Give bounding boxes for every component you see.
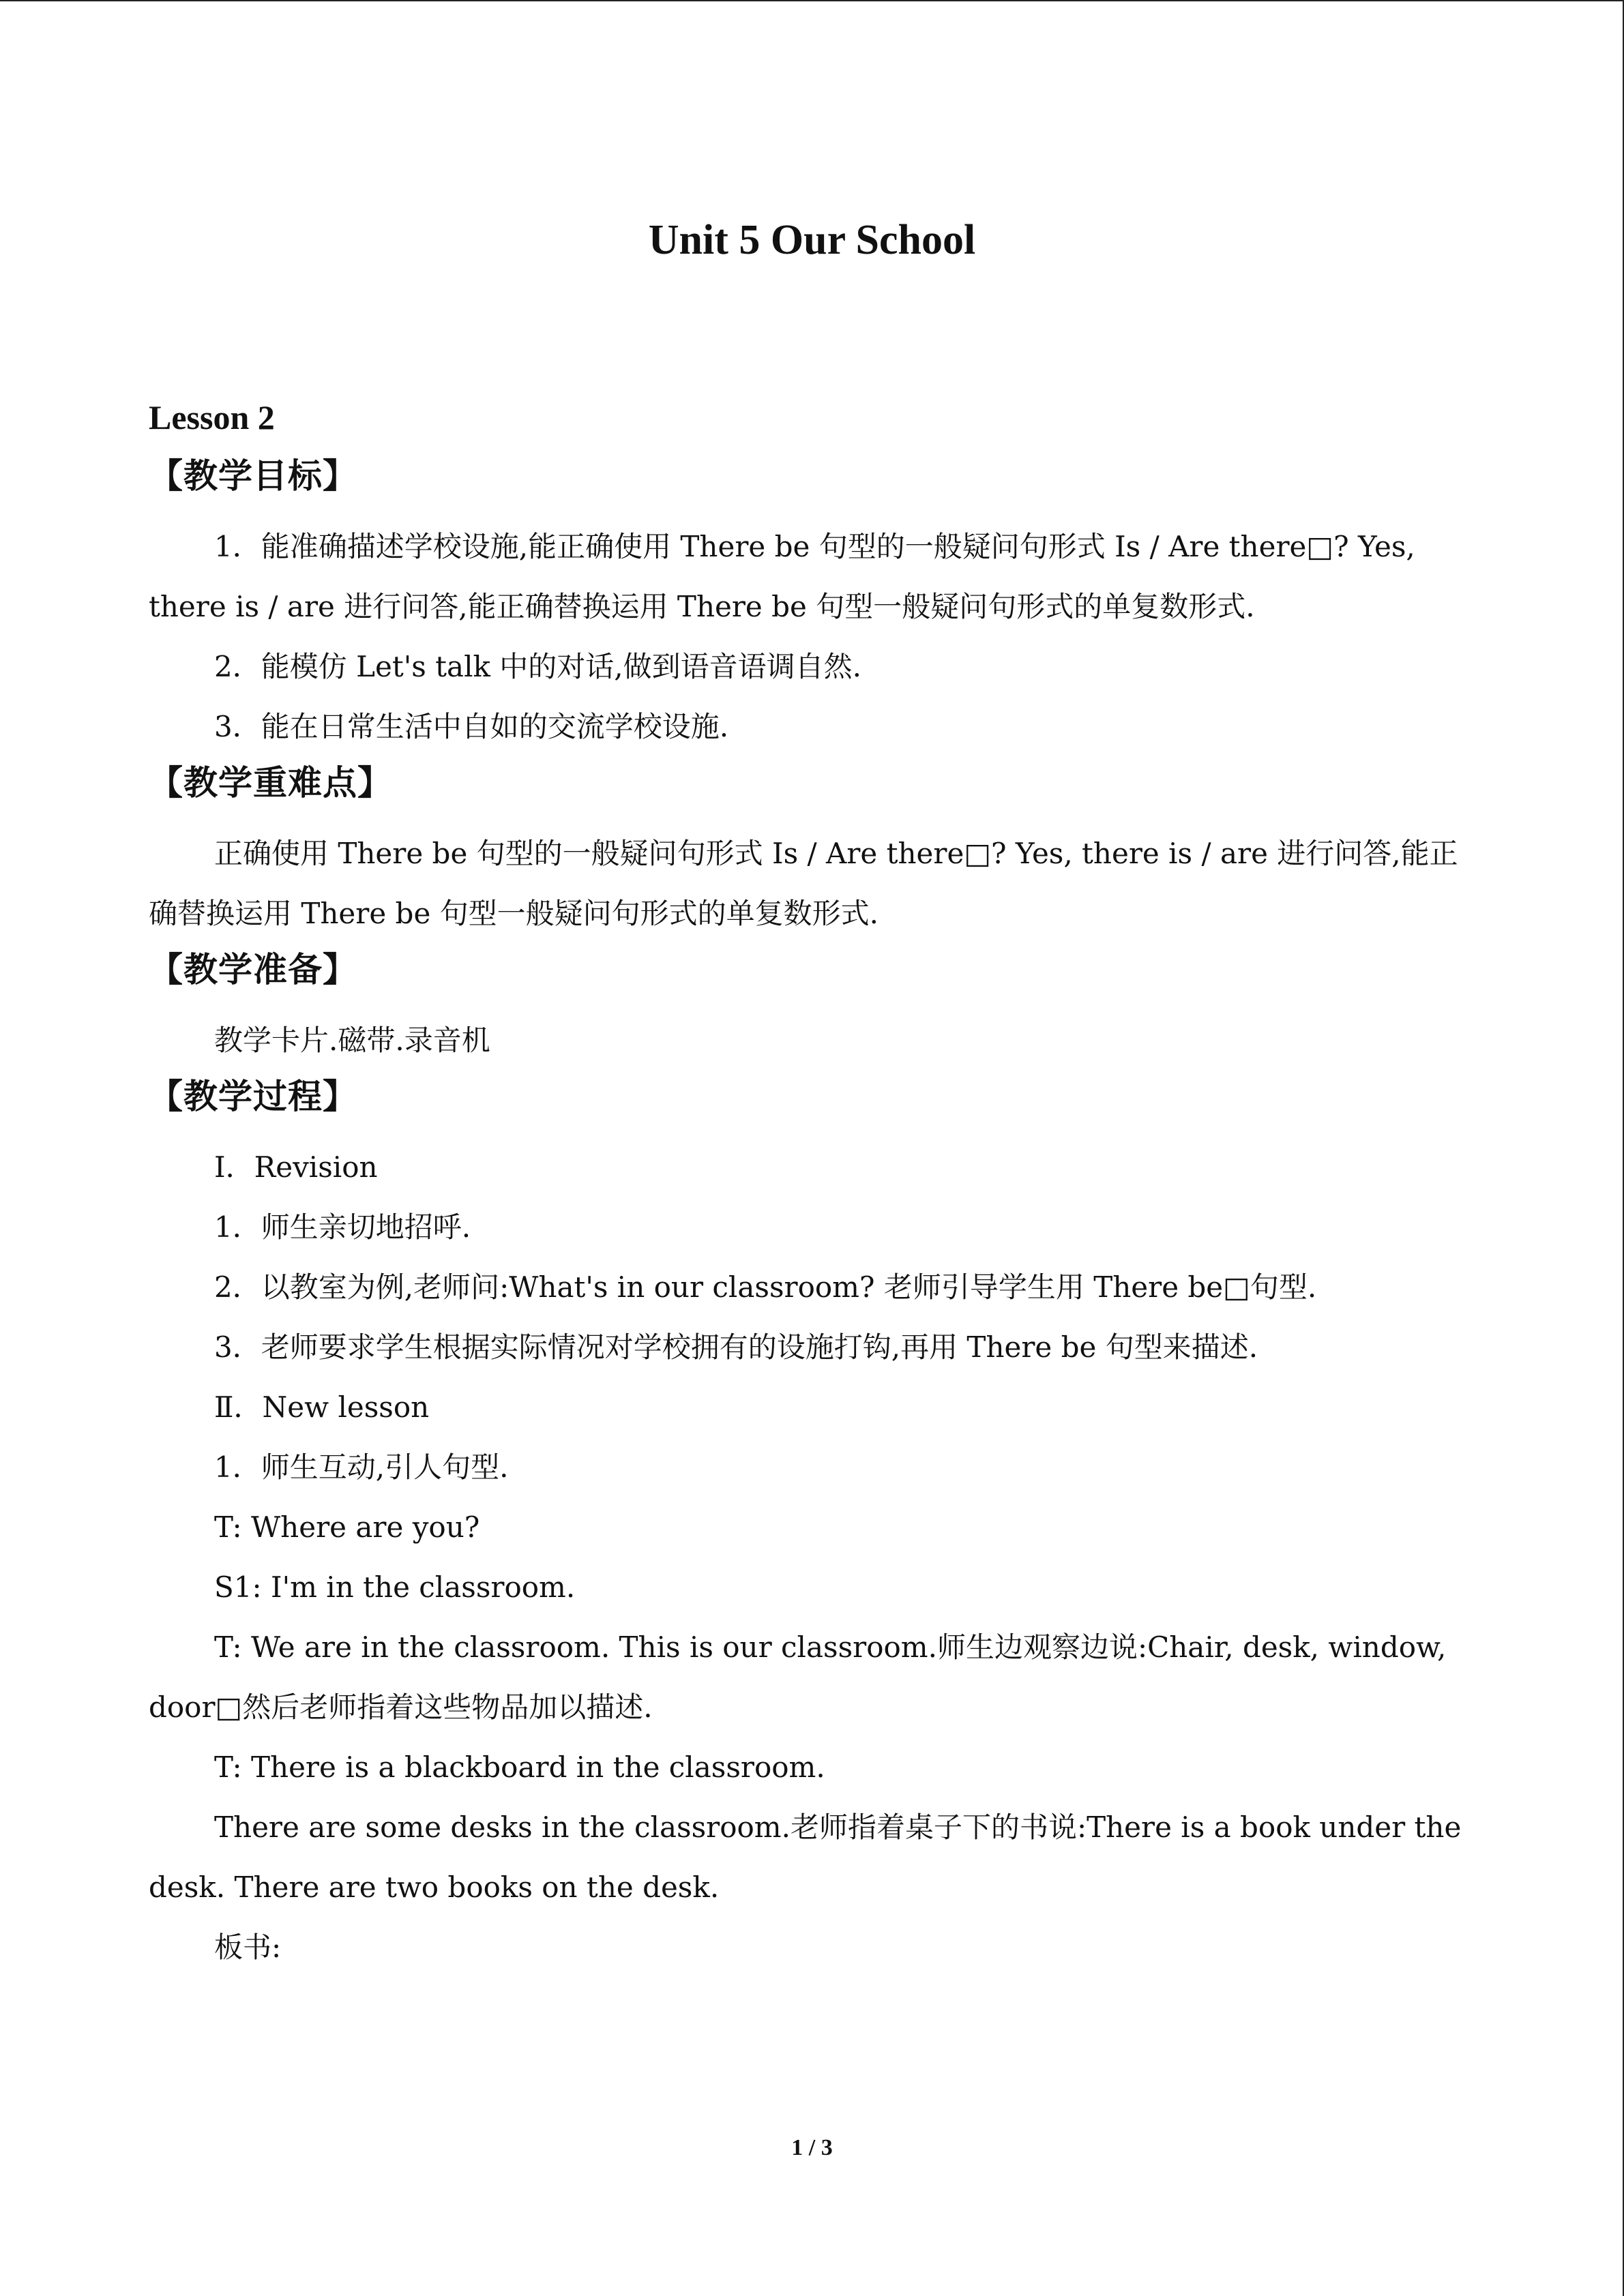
document-title: Unit 5 Our School	[648, 217, 976, 263]
key-points-text: 正确使用 There be 句型的一般疑问句形式 Is / Are there□? Yes, there is / are 进行问答,能正确替换运用 There be 句型一般疑问句形式的单复数形式.	[149, 837, 1458, 930]
dialogue-line-4: T: There is a blackboard in the classroom.	[214, 1750, 825, 1784]
objective-item-2: 2．能模仿 Let's talk 中的对话,做到语音语调自然.	[214, 650, 861, 683]
revision-item-3: 3．老师要求学生根据实际情况对学校拥有的设施打钩,再用 There be 句型来描述.	[214, 1330, 1258, 1364]
process-heading: 【教学过程】	[149, 1077, 357, 1116]
document-body	[149, 390, 1479, 1978]
revision-item-2: 2．以教室为例,老师问:What's in our classroom? 老师引导学生用 There be□句型.	[214, 1270, 1317, 1304]
preparation-text: 教学卡片.磁带.录音机	[214, 1024, 490, 1057]
lesson-label: Lesson 2	[149, 398, 275, 436]
dialogue-line-1: T: Where are you?	[214, 1510, 480, 1544]
new-lesson-item-1: 1．师生互动,引人句型.	[214, 1450, 509, 1484]
preparation-heading: 【教学准备】	[149, 950, 357, 989]
dialogue-line-5: There are some desks in the classroom.老师指着桌子下的书说:There is a book under the desk. There are two books on the desk.	[149, 1810, 1462, 1904]
objective-item-1: 1．能准确描述学校设施,能正确使用 There be 句型的一般疑问句形式 Is / Are there□? Yes, there is / are 进行问答,能正确替换运用 There be 句型一般疑问句形式的单复数形式.	[149, 530, 1415, 623]
new-lesson-title: Ⅱ．New lesson	[214, 1390, 430, 1424]
dialogue-line-3: T: We are in the classroom. This is our classroom.师生边观察边说:Chair, desk, window, door□然后老师指着这些物品加以描述.	[149, 1630, 1447, 1724]
revision-item-1: 1．师生亲切地招呼.	[214, 1210, 471, 1244]
blackboard-label: 板书:	[214, 1930, 282, 1964]
objectives-heading: 【教学目标】	[149, 456, 357, 496]
revision-title: Ⅰ．Revision	[214, 1150, 378, 1184]
page-number: 1 / 3	[791, 2135, 833, 2160]
objective-item-3: 3．能在日常生活中自如的交流学校设施.	[214, 710, 729, 743]
key-points-heading: 【教学重难点】	[149, 763, 392, 803]
dialogue-line-2: S1: I'm in the classroom.	[214, 1570, 576, 1604]
